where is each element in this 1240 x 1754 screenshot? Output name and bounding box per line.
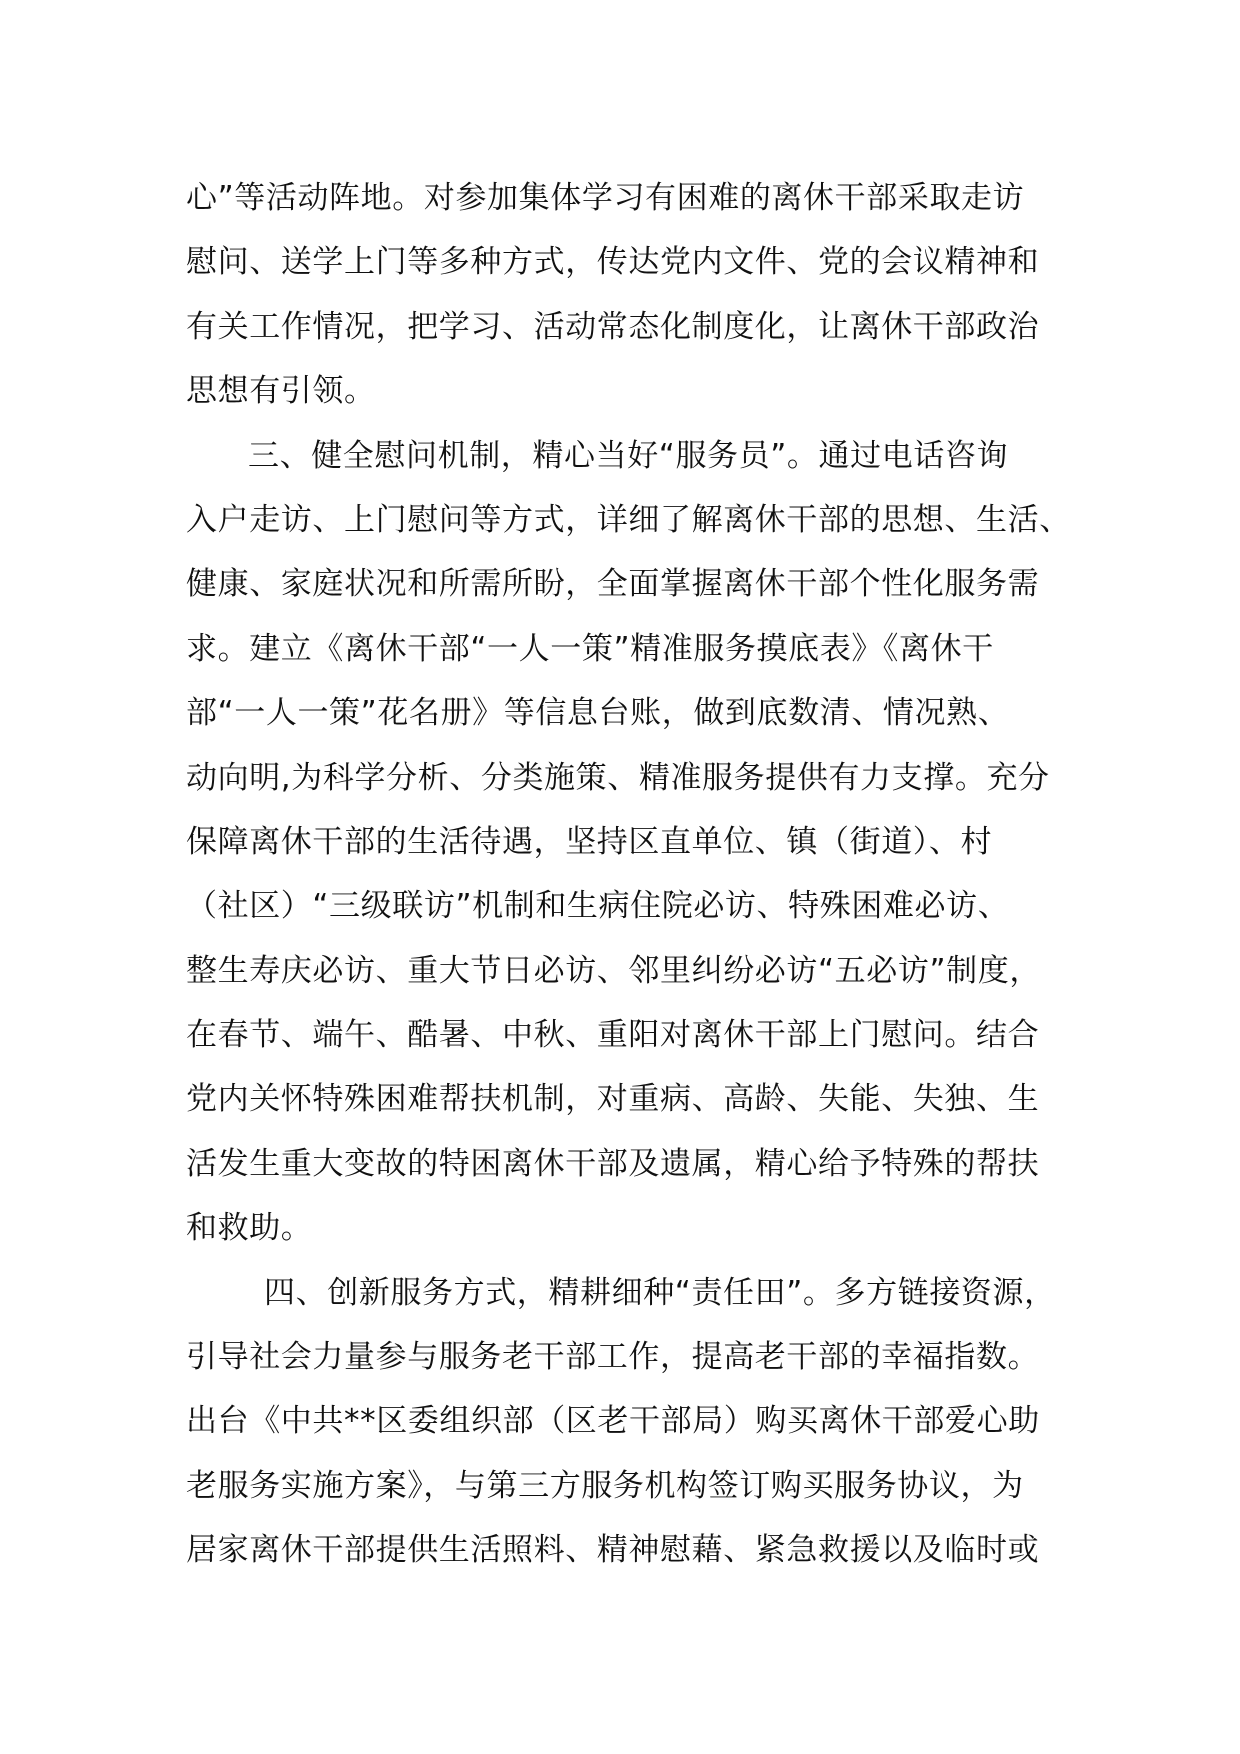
text-line: 和救助。 — [186, 1210, 313, 1247]
text-line: 入户走访、上门慰问等方式，详细了解离休干部的思想、生活、 — [186, 501, 1071, 538]
text-line: （社区）“三级联访”机制和生病住院必访、特殊困难必访、 — [186, 888, 1010, 925]
text-line: 动向明,为科学分析、分类施策、精准服务提供有力支撑。充分 — [186, 759, 1050, 796]
text-line: 保障离休干部的生活待遇，坚持区直单位、镇（街道）、村 — [186, 823, 993, 860]
text-line: 部“一人一策”花名册》等信息台账，做到底数清、情况熟、 — [186, 695, 1010, 732]
section-four-heading-line: 四、创新服务方式，精耕细种“责任田”。多方链接资源， — [264, 1274, 1056, 1311]
text-line: 活发生重大变故的特困离休干部及遗属，精心给予特殊的帮扶 — [186, 1145, 1040, 1182]
text-line: 在春节、端午、酷暑、中秋、重阳对离休干部上门慰问。结合 — [186, 1017, 1040, 1054]
section-three-heading-line: 三、健全慰问机制，精心当好“服务员”。通过电话咨询 — [248, 437, 1009, 474]
text-line: 有关工作情况，把学习、活动常态化制度化，让离休干部政治 — [186, 308, 1040, 345]
text-line: 引导社会力量参与服务老干部工作，提高老干部的幸福指数。 — [186, 1339, 1040, 1376]
text-line: 健康、家庭状况和所需所盼，全面掌握离休干部个性化服务需 — [186, 566, 1040, 603]
text-line: 党内关怀特殊困难帮扶机制，对重病、高龄、失能、失独、生 — [186, 1081, 1040, 1118]
text-line: 心”等活动阵地。对参加集体学习有困难的离休干部采取走访 — [186, 180, 1025, 216]
text-line: 整生寿庆必访、重大节日必访、邻里纠纷必访“五必访”制度， — [186, 952, 1041, 989]
text-line: 求。建立《离休干部“一人一策”精准服务摸底表》《离休干 — [186, 630, 994, 667]
text-line: 慰问、送学上门等多种方式，传达党内文件、党的会议精神和 — [186, 244, 1040, 281]
text-line: 出台《中共**区委组织部（区老干部局）购买离休干部爱心助 — [186, 1403, 1040, 1440]
text-line: 思想有引领。 — [186, 373, 376, 410]
body-text — [186, 166, 1086, 1583]
text-line: 老服务实施方案》，与第三方服务机构签订购买服务协议，为 — [186, 1467, 1024, 1504]
text-line: 居家离休干部提供生活照料、精神慰藉、紧急救援以及临时或 — [186, 1532, 1040, 1569]
